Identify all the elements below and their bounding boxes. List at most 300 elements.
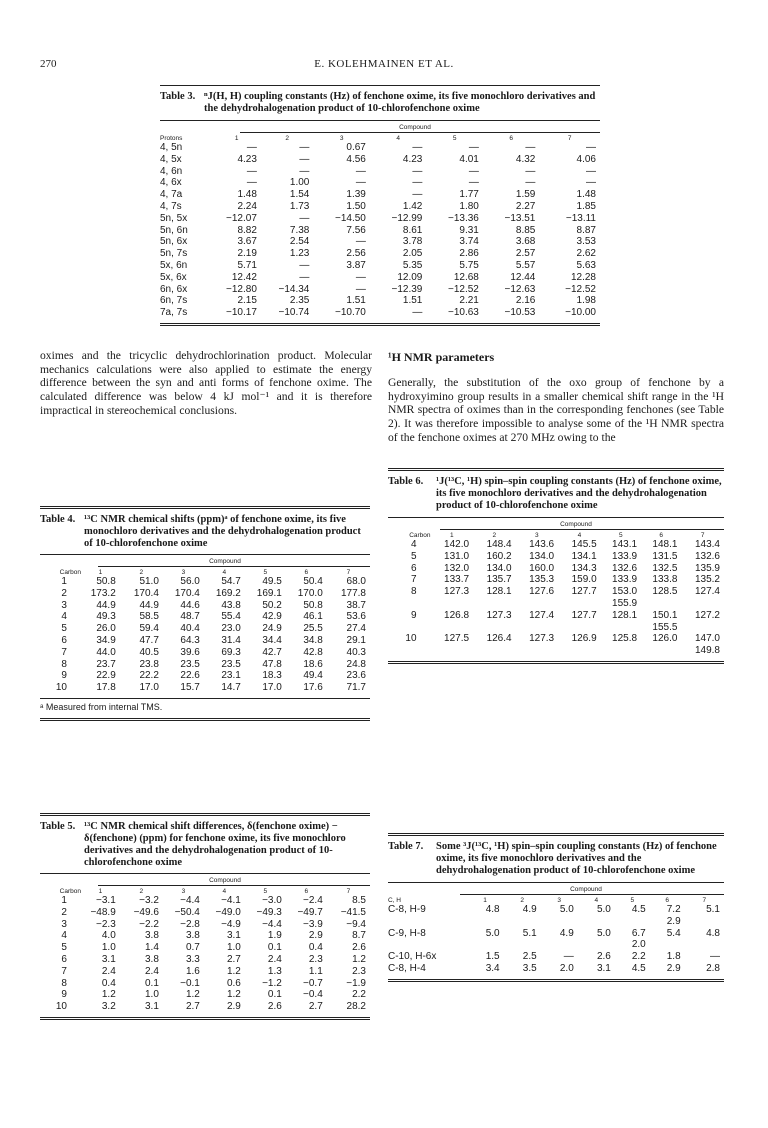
row-label-cell: 7a, 7s	[160, 307, 188, 319]
table-cell: 50.2	[262, 599, 282, 611]
table5-compound-rule	[98, 885, 370, 886]
table-cell: 34.9	[96, 634, 116, 646]
table-cell	[516, 645, 559, 657]
table-cell: −3.0	[262, 895, 282, 906]
table-cell: 148.1	[652, 539, 678, 550]
table-row	[40, 966, 370, 978]
row-label-cell: 6	[410, 562, 417, 574]
row-label-cell: 5x, 6n	[160, 259, 188, 271]
table-cell: 2.4	[145, 965, 159, 977]
table-row	[388, 939, 724, 951]
table-cell: 2.2	[352, 989, 366, 1001]
row-label-cell: 2	[61, 587, 67, 599]
table-cell: 3.8	[185, 930, 200, 942]
table-cell: 143.4	[694, 539, 720, 550]
table-row	[160, 260, 600, 272]
table-row	[388, 951, 724, 963]
table-cell: 1.1	[308, 965, 323, 977]
table6-compound-rule	[440, 529, 724, 530]
row-label-cell: 4, 6n	[160, 165, 183, 177]
row-label-cell: 3	[61, 918, 67, 930]
table-row	[40, 682, 370, 694]
table-cell: 23.6	[346, 670, 366, 682]
table-cell: −12.63	[504, 283, 536, 295]
table-cell: 143.6	[529, 539, 555, 550]
table-cell: —	[355, 236, 366, 248]
table-cell: 5.1	[522, 927, 537, 939]
row-label-cell: C-10, H-6x	[388, 951, 437, 963]
table-cell: 3.74	[459, 236, 479, 248]
table-cell: 17.0	[139, 682, 159, 694]
row-label-cell: 5n, 7s	[160, 248, 188, 260]
table-cell: 127.3	[486, 609, 512, 621]
table-row	[40, 611, 370, 623]
table-cell: 153.0	[612, 586, 638, 598]
table-cell: 131.0	[444, 550, 470, 562]
table-cell	[431, 622, 474, 634]
table-cell	[558, 622, 601, 634]
table-cell: 44.6	[180, 599, 200, 611]
table-cell: 1.23	[289, 248, 310, 260]
table-cell	[641, 598, 681, 610]
table4-caption-text: ¹³C NMR chemical shifts (ppm)ᵃ of fenchone oxime, its five monochloro derivatives and the dehydrohalogenation product of 10-chlorofenchone oxime	[84, 514, 361, 549]
table-cell: −0.1	[180, 977, 200, 989]
table-cell: 1.9	[267, 930, 282, 942]
table-cell: 3.1	[596, 962, 611, 974]
table-cell: 64.3	[180, 634, 200, 646]
table-cell: 127.2	[694, 609, 720, 621]
table-cell: 0.4	[101, 977, 116, 989]
table6-top-rule	[388, 468, 724, 471]
row-header-cell: C, H	[388, 897, 401, 904]
table7-compound-label: Compound	[570, 886, 602, 893]
table-cell: 135.9	[694, 562, 720, 574]
table-cell: 1.51	[402, 295, 423, 307]
table-cell: 42.9	[262, 611, 282, 623]
column-header: 4	[594, 897, 599, 904]
table-row	[40, 919, 370, 931]
table5-top-rule	[40, 813, 370, 816]
table-cell: 4.23	[402, 153, 423, 165]
table-cell: 8.82	[237, 224, 257, 236]
table4-caption-rule	[40, 554, 370, 555]
table-cell: 44.9	[96, 599, 116, 611]
table-cell: 55.4	[221, 611, 241, 623]
table-cell: 1.50	[346, 200, 366, 212]
row-label-cell: 6n, 6x	[160, 283, 188, 295]
table-cell: 40.3	[346, 646, 366, 658]
table4-compound-rule	[98, 566, 370, 567]
table-cell: 44.9	[139, 599, 159, 611]
table-cell: 48.7	[180, 611, 200, 623]
table-cell: —	[355, 177, 366, 189]
table-cell: 3.68	[515, 236, 536, 248]
table-cell: 2.05	[402, 248, 423, 260]
table-row	[160, 154, 600, 166]
table3-bottom-rule	[160, 323, 600, 326]
table-cell: 2.27	[515, 200, 536, 212]
table3-caption-label: Table 3.	[160, 91, 196, 102]
column-header: 6	[304, 569, 309, 576]
table-cell: 3.3	[185, 953, 200, 965]
table-cell: −14.34	[278, 283, 310, 295]
table-cell: —	[525, 165, 536, 177]
table-cell: −10.53	[504, 307, 536, 319]
table-cell: 127.7	[571, 586, 597, 598]
column-header: 4	[222, 888, 227, 895]
column-header: 6	[509, 135, 513, 142]
page-number: 270	[40, 58, 57, 70]
table7-bottom-rule	[388, 979, 724, 982]
table7-caption-label: Table 7.	[388, 841, 424, 852]
table-cell: —	[468, 165, 479, 177]
table-cell: −13.36	[448, 212, 479, 224]
table-cell: 17.8	[96, 682, 116, 694]
table-cell: 5.75	[459, 259, 479, 271]
column-header: 6	[659, 532, 664, 539]
row-label-cell: 5n, 6x	[160, 236, 188, 248]
table-cell: 127.4	[529, 609, 555, 621]
table4-top-rule	[40, 506, 370, 509]
table-cell: 159.0	[571, 574, 597, 586]
table-cell	[467, 916, 504, 928]
table-cell	[681, 622, 724, 634]
table-cell: 134.1	[571, 550, 597, 562]
table-cell: 8.85	[515, 224, 536, 236]
table4-compound-label: Compound	[209, 558, 241, 565]
table-cell: 44.0	[96, 646, 116, 658]
table-row	[388, 916, 724, 928]
table7-caption-text: Some ³J(¹³C, ¹H) spin–spin coupling constants (Hz) of fenchone oxime, its five monochloro derivatives and the dehydrohalogenation product of 10-chlorofenchone oxime	[436, 841, 717, 876]
table-cell: 1.0	[101, 942, 116, 954]
table-cell: 2.9	[308, 930, 323, 942]
right-paragraph: Generally, the substitution of the oxo group of fenchone by a hydroxyimino group results in a smaller chemical shift range in the ¹H NMR spectra of oximes than in the corresponding fenchones (see Table 2). It was therefore impossible to analyse some of the ¹H NMR spectra of the fenchone oximes at 270 MHz owing to the	[388, 376, 724, 444]
table-row	[160, 307, 600, 319]
table-cell: 68.0	[346, 576, 366, 587]
table4-grid	[40, 569, 370, 694]
table-cell: 3.87	[346, 259, 366, 271]
table-row	[388, 928, 724, 940]
table-cell: —	[355, 165, 366, 177]
table-cell: 49.4	[303, 670, 323, 682]
table-cell: 2.3	[352, 965, 366, 977]
table-cell: 38.7	[346, 599, 366, 611]
table-cell: 2.3	[308, 953, 323, 965]
table-cell: −12.07	[226, 212, 257, 224]
table-cell	[685, 916, 724, 928]
table-row	[40, 907, 370, 919]
row-label-cell: 8	[61, 977, 67, 989]
table-cell: 155.5	[652, 621, 678, 633]
table-cell: 69.3	[221, 646, 241, 658]
table-cell: 8.87	[576, 224, 596, 236]
table-cell: 160.0	[529, 562, 555, 574]
table-cell: 1.2	[226, 965, 241, 977]
table-cell: 132.6	[612, 562, 638, 574]
column-header: 4	[577, 532, 582, 539]
table-cell: 7.2	[666, 904, 681, 915]
table-row	[160, 177, 600, 189]
row-label-cell: 4	[61, 930, 67, 942]
table-cell: 2.9	[666, 962, 681, 974]
table-cell: 59.4	[139, 623, 159, 635]
column-header: 7	[702, 897, 707, 904]
table-cell: 22.2	[139, 670, 159, 682]
table-cell: 34.8	[303, 634, 323, 646]
table-cell: 132.6	[694, 550, 720, 562]
table-cell: 3.67	[237, 236, 257, 248]
table-cell	[504, 939, 541, 951]
table-cell: 1.73	[289, 200, 310, 212]
table-cell: −10.63	[448, 307, 479, 319]
left-text	[40, 349, 372, 418]
table-cell: —	[299, 212, 310, 224]
table-cell: 132.5	[652, 562, 678, 574]
table-cell: 42.7	[262, 646, 282, 658]
table-cell: 125.8	[612, 633, 638, 645]
table-row	[160, 248, 600, 260]
table-cell: —	[525, 177, 536, 189]
table-cell: 2.16	[515, 295, 536, 307]
table-cell: −12.80	[226, 283, 257, 295]
table-cell: −2.4	[303, 895, 323, 906]
table-cell: 169.2	[215, 587, 241, 599]
table5-caption-rule	[40, 873, 370, 874]
table-cell: 15.7	[180, 682, 200, 694]
table-cell	[650, 939, 685, 951]
table-row	[388, 610, 724, 622]
table-cell: −2.8	[180, 918, 200, 930]
table-cell	[578, 916, 615, 928]
table5-header-row	[40, 888, 370, 895]
table-cell: —	[299, 165, 310, 177]
table-cell: 50.4	[303, 576, 323, 587]
table-cell: 126.8	[444, 609, 470, 621]
table-cell: —	[710, 951, 720, 963]
table-cell: —	[563, 951, 574, 963]
table-cell: 127.6	[529, 586, 555, 598]
table-cell: 1.39	[346, 189, 366, 201]
table-cell: 2.2	[631, 951, 646, 963]
table5	[40, 813, 370, 1020]
column-header: 2	[492, 532, 497, 539]
table-cell: 23.0	[221, 623, 241, 635]
table-cell	[516, 598, 559, 610]
table-cell: —	[299, 259, 310, 271]
table-cell: 5.71	[237, 259, 257, 271]
table-cell: 5.57	[515, 259, 536, 271]
table-cell: −49.3	[256, 906, 282, 918]
column-header: 5	[263, 569, 268, 576]
table-cell: 4.9	[522, 904, 537, 915]
table-row	[388, 963, 724, 975]
table3-compound-rule	[240, 132, 600, 133]
row-label-cell: 2	[61, 906, 67, 918]
table-cell: 135.2	[694, 574, 720, 586]
row-label-cell	[388, 916, 467, 928]
table-cell: 12.28	[570, 271, 596, 283]
table7-compound-rule	[460, 894, 724, 895]
table-cell: 4.8	[485, 904, 500, 915]
table-cell: 148.4	[486, 539, 512, 550]
table6-caption-rule	[388, 517, 724, 518]
table-row	[388, 586, 724, 598]
row-label-cell: 5x, 6x	[160, 271, 187, 283]
table-cell: 126.0	[652, 633, 678, 645]
table-cell	[516, 622, 559, 634]
table-cell: 127.4	[694, 586, 720, 598]
table-cell: 5.0	[596, 927, 611, 939]
table-row	[388, 574, 724, 586]
table6-header-row	[388, 532, 724, 539]
table-cell: 1.0	[145, 989, 159, 1001]
row-label-cell: 6n, 7s	[160, 295, 188, 307]
table-row	[40, 647, 370, 659]
table-cell: 3.4	[485, 962, 500, 974]
table-cell: 1.3	[267, 965, 282, 977]
table-cell: 4.01	[459, 153, 479, 165]
table-cell: 135.3	[529, 574, 555, 586]
table-cell: —	[525, 142, 536, 153]
table-row	[40, 1001, 370, 1013]
table-row	[160, 201, 600, 213]
column-header: 3	[535, 532, 539, 539]
table-row	[160, 236, 600, 248]
table6-caption-label: Table 6.	[388, 476, 424, 487]
table-cell: —	[355, 283, 366, 295]
column-header: 1	[483, 897, 487, 904]
table-cell: 1.2	[185, 989, 200, 1001]
table-cell: 2.35	[289, 295, 310, 307]
table-row	[40, 978, 370, 990]
table-cell: 58.5	[139, 611, 159, 623]
row-label-cell: 6	[61, 634, 67, 646]
table-cell: 4.0	[101, 930, 116, 942]
table-cell	[504, 916, 541, 928]
table-cell: 39.6	[180, 646, 200, 658]
row-label-cell	[388, 645, 431, 657]
table-cell: 53.6	[346, 611, 366, 623]
column-header: 7	[346, 569, 351, 576]
table-cell: −3.1	[96, 895, 116, 906]
table-cell: 4.23	[237, 153, 257, 165]
table4-header-row	[40, 569, 370, 576]
table-cell: 23.5	[180, 658, 200, 670]
row-label-cell: 5n, 5x	[160, 212, 188, 224]
table-cell: 17.0	[262, 682, 282, 694]
table-cell	[541, 916, 578, 928]
table-cell: 8.5	[352, 895, 366, 906]
table-cell: 3.8	[145, 953, 159, 965]
table-cell: −1.2	[262, 977, 282, 989]
table-cell: −2.3	[96, 918, 116, 930]
table-row	[40, 930, 370, 942]
table-cell: 147.0	[694, 633, 720, 645]
table4-bottom-rule	[40, 698, 370, 699]
table-cell: 3.1	[101, 953, 116, 965]
table-cell: 1.48	[237, 189, 257, 201]
table5-bottom-rule	[40, 1017, 370, 1020]
column-header: 7	[700, 532, 705, 539]
table6-grid	[388, 532, 724, 657]
column-header: 2	[285, 135, 289, 142]
table-cell: 127.3	[529, 633, 555, 645]
table-cell: —	[412, 177, 423, 189]
table-row	[160, 295, 600, 307]
table6	[388, 468, 724, 664]
table-cell: −0.7	[303, 977, 323, 989]
row-label-cell: C-9, H-8	[388, 927, 426, 939]
table-cell: 26.0	[96, 623, 116, 635]
table-cell: 2.24	[237, 200, 257, 212]
table-cell: 133.9	[612, 550, 638, 562]
column-header: 3	[181, 569, 186, 576]
table-cell: 8.7	[352, 930, 366, 942]
table-cell: —	[586, 142, 596, 153]
row-label-cell: C-8, H-9	[388, 904, 426, 915]
table-cell: 2.4	[267, 953, 282, 965]
table-cell: 2.62	[576, 248, 596, 260]
table-cell: 1.48	[576, 189, 596, 201]
column-header: 2	[520, 897, 524, 904]
row-label-cell: 7	[410, 574, 417, 586]
table-cell: −10.00	[565, 307, 596, 319]
row-label-cell: 3	[61, 599, 67, 611]
table-cell	[601, 645, 641, 657]
table-cell: 133.8	[652, 574, 678, 586]
table-cell: 2.5	[522, 951, 537, 963]
row-label-cell: 4, 7s	[160, 200, 182, 212]
table7-grid	[388, 897, 724, 975]
table-row	[40, 954, 370, 966]
table-cell: 127.5	[444, 633, 470, 645]
table-cell: 1.51	[346, 295, 366, 307]
table-cell: −4.4	[180, 895, 200, 906]
table4-end-rule	[40, 718, 370, 721]
table-cell: 4.32	[515, 153, 536, 165]
table-cell: −50.4	[174, 906, 200, 918]
table3-caption-rule	[160, 120, 600, 121]
table-cell: 3.2	[101, 1001, 116, 1013]
table-cell: 71.7	[346, 682, 366, 694]
table-cell: 145.5	[571, 539, 597, 550]
table-cell: 173.2	[90, 587, 116, 599]
table4-footnote: ᵃ Measured from internal TMS.	[40, 701, 163, 712]
table-cell: 3.1	[145, 1001, 159, 1013]
table3-caption	[160, 91, 600, 115]
table-cell: 43.8	[221, 599, 241, 611]
table-cell: 5.1	[706, 904, 720, 915]
table-cell: 128.5	[652, 586, 678, 598]
table-cell: 12.44	[510, 271, 536, 283]
right-text	[388, 376, 724, 445]
table-cell: 0.67	[346, 142, 366, 153]
table6-caption-text: ¹J(¹³C, ¹H) spin–spin coupling constants (Hz) of fenchone oxime, its five monochloro derivatives and the dehydrohalogenation product of 10-chlorofenchone oxime	[436, 476, 722, 511]
column-header: 1	[449, 532, 454, 539]
table6-compound-label: Compound	[560, 521, 592, 528]
table-cell: 54.7	[221, 576, 241, 587]
row-label-cell: 7	[61, 965, 67, 977]
table7-top-rule	[388, 833, 724, 836]
table3-header-row	[160, 135, 600, 142]
table-cell: 24.8	[346, 658, 366, 670]
column-header: 4	[396, 135, 400, 142]
table-cell: 126.9	[571, 633, 597, 645]
table-cell: 47.7	[139, 634, 159, 646]
table-cell: 1.59	[515, 189, 536, 201]
table-cell: 0.1	[267, 989, 282, 1001]
table-cell: 2.21	[459, 295, 479, 307]
